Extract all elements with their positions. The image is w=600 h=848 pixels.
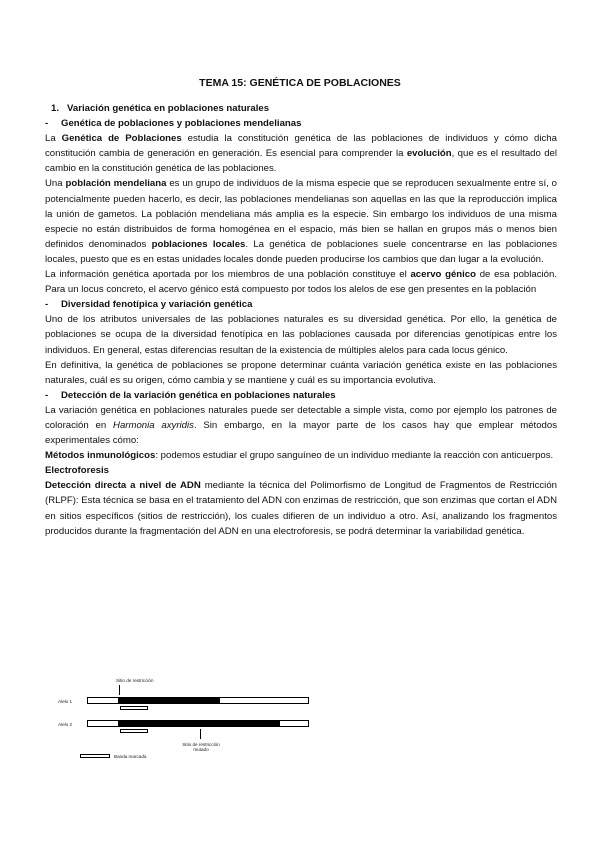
mutated-site-label-line: mutado	[193, 747, 209, 752]
section-1-heading	[45, 101, 557, 116]
paragraph: La Genética de Poblaciones estudia la constitución genética de las poblaciones de individuos y cómo dicha constitución cambia de generación en generación. Es esencial para comprender la evolución, que es el resultado del cambio en la constitución genética de las poblaciones.	[45, 133, 557, 175]
page-title: TEMA 15: GENÉTICA DE POBLACIONES	[199, 77, 401, 89]
mutated-site-arrow	[200, 729, 201, 739]
paragraph: Uno de los atributos universales de las poblaciones naturales es su diversidad genética. Por ello, la genética de poblaciones se ocupa de la diversidad fenotípica en las poblaciones causada por diferencias genotípicas entre los individuos. En general, estas diferencias resultan de la existencia de múltiples alelos para cada locus génico.	[45, 314, 557, 356]
subsection-title: Diversidad fenotípica y variación genética	[61, 299, 253, 311]
marked-band	[120, 706, 148, 710]
paragraph: En definitiva, la genética de poblaciones se propone determinar cuánta variación genética existe en las poblaciones naturales, cuál es su origen, cómo cambia y se mantiene y cuál es su importancia evolutiva.	[45, 359, 557, 386]
subsection-2-heading	[45, 297, 557, 312]
section-title: Variación genética en poblaciones naturales	[67, 103, 270, 114]
paragraph: La información genética aportada por los miembros de una población constituye el acervo génico de esa población. Para un locus concreto, el acervo génico está compuesto por todos los alelos de ese gen presentes en la población	[45, 269, 557, 296]
legend-label: Banda marcada	[114, 754, 147, 759]
legend-band-swatch	[80, 754, 110, 758]
paragraph: Métodos inmunológicos: podemos estudiar el grupo sanguíneo de un individuo mediante la reacción con anticuerpos.	[45, 450, 554, 462]
subsection-title: Genética de poblaciones y poblaciones mendelianas	[61, 118, 302, 130]
dash-bullet: -	[45, 389, 49, 401]
bold-term: Métodos inmunológicos	[45, 450, 156, 462]
restriction-site-arrow	[119, 685, 120, 695]
bold-term: Genética de Poblaciones	[61, 133, 182, 145]
section-number: 1.	[51, 103, 60, 114]
rflp-diagram	[58, 676, 318, 766]
bold-term: Detección directa a nivel de ADN	[45, 480, 201, 492]
paragraph: Una población mendeliana es un grupo de individuos de la misma especie que se reproducen sexualmente entre sí, o potencialmente pueden hacerlo, es decir, las poblaciones mendelianas son aquellas en las que la reproducción implica la unión de gametos. La población mendeliana más amplia es la especie. Sin embargo los individuos de una misma especie no están distribuidos de forma homogénea en el espacio, más bien se hallan en grupos más o menos bien definidos denominados poblaciones locales. La genética de poblaciones suele concentrarse en las poblaciones locales, puesto que es en estas unidades locales donde pueden producirse los cambios que dan lugar a la evolución.	[45, 178, 557, 265]
bold-term: evolución	[406, 148, 452, 160]
species-name: Harmonia axyridis	[113, 419, 194, 431]
paragraph: Detección directa a nivel de ADN mediante la técnica del Polimorfismo de Longitud de Fragmentos de Restricción (RLPF): Esta técnica se basa en el tratamiento del ADN con enzimas de restricción, que son enzimas que cortan el ADN en sitios específicos (sitios de restricción), los cuales difieren de un individuo a otro. Así, analizando los fragmentos producidos durante la fragmentación del ADN en una electroforesis, se podrá determinar la variabilidad genética.	[45, 480, 557, 537]
subsection-1-heading	[45, 116, 557, 131]
marked-band	[120, 729, 148, 733]
bold-term: poblaciones locales	[151, 238, 246, 250]
allele-2-fragment	[118, 720, 280, 727]
dash-bullet: -	[45, 118, 49, 130]
dash-bullet: -	[45, 299, 49, 311]
mutated-site-label-line: Sitio de restricción	[182, 742, 220, 747]
subsection-title: Detección de la variación genética en poblaciones naturales	[61, 389, 336, 401]
allele-2-label: Alelo 2	[58, 722, 73, 727]
subsection-3-heading	[45, 388, 557, 403]
paragraph: La variación genética en poblaciones naturales puede ser detectable a simple vista, como por ejemplo los patrones de coloración en Harmonia axyridis. Sin embargo, en la mayor parte de los casos hay que emplear métodos experimentales cómo:	[45, 404, 558, 447]
bold-term: población mendeliana	[65, 178, 167, 190]
mutated-site-label	[173, 742, 229, 752]
paragraph	[45, 463, 557, 478]
allele-1-fragment	[118, 697, 220, 704]
document-body	[45, 101, 557, 539]
allele-1-label: Alelo 1	[58, 699, 73, 704]
bold-term: Electroforesis	[45, 465, 109, 477]
bold-term: acervo génico	[410, 269, 477, 281]
restriction-site-label: Sitio de restricción	[116, 678, 154, 683]
